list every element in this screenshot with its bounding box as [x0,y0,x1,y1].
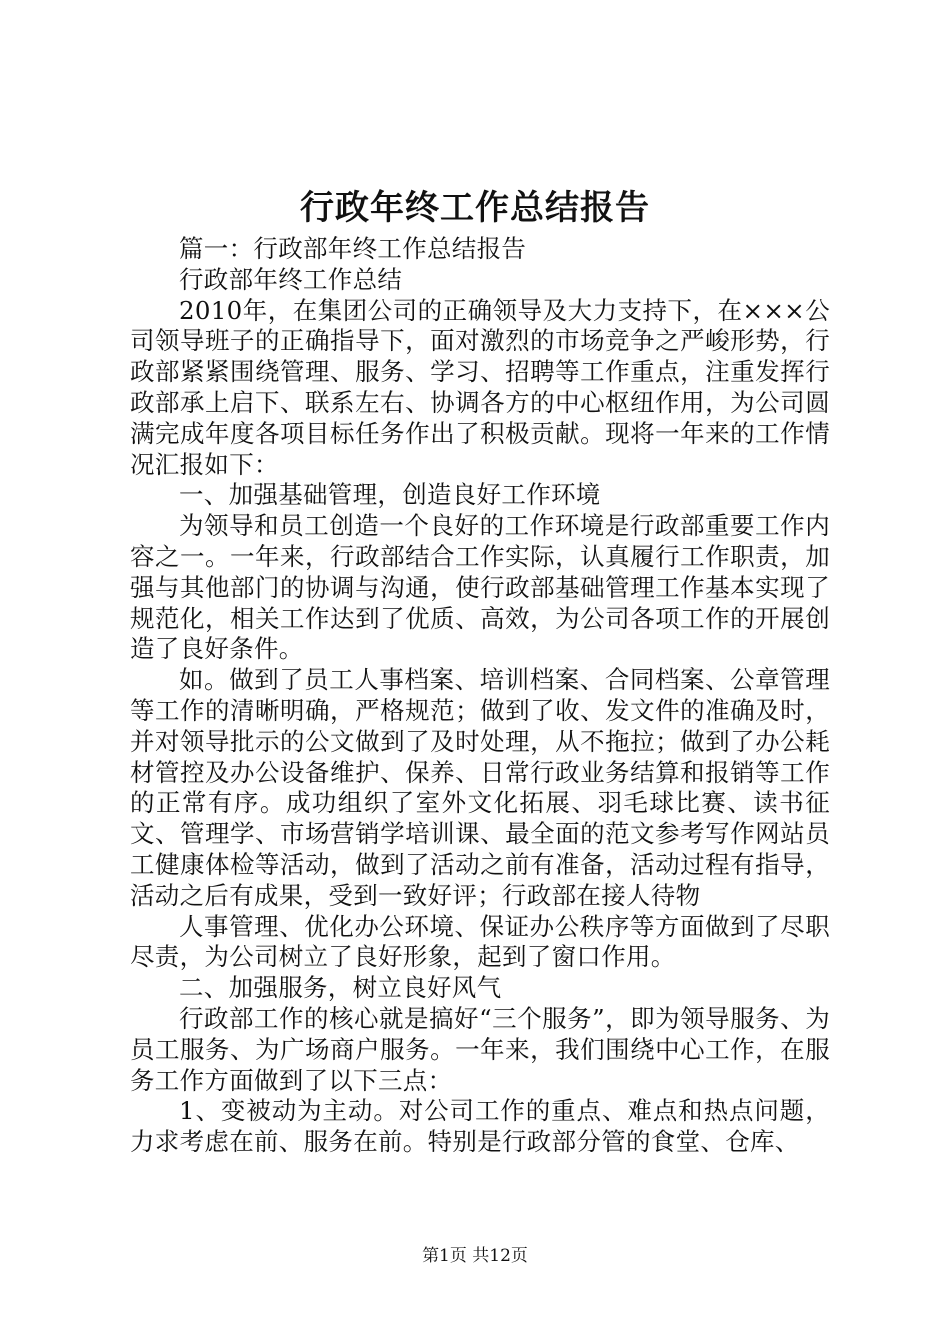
document-title: 行政年终工作总结报告 [300,188,650,228]
subsection-heading: 行政部年终工作总结 [179,264,403,294]
document-body [130,234,830,1158]
section-heading: 篇一：行政部年终工作总结报告 [179,234,527,263]
section-heading: 二、加强服务，树立良好风气 [179,973,502,1003]
paragraph: 1、变被动为主动。对公司工作的重点、难点和热点问题，力求考虑在前、服务在前。特别是行政部分管的食堂、仓库、 [130,1096,830,1157]
page-indicator: 第1页 共12页 [422,1246,528,1266]
section-heading: 一、加强基础管理，创造良好工作环境 [179,480,601,510]
paragraph: 2010年，在集团公司的正确领导及大力支持下，在×××公司领导班子的正确指导下，面对激烈的市场竞争之严峻形势，行政部紧紧围绕管理、服务、学习、招聘等工作重点，注重发挥行政部承上启下、联系左右、协调各方的中心枢纽作用，为公司圆满完成年度各项目标任务作出了积极贡献。现将一年来的工作情况汇报如下： [130,295,830,479]
paragraph: 为领导和员工创造一个良好的工作环境是行政部重要工作内容之一。一年来，行政部结合工作实际，认真履行工作职责，加强与其他部门的协调与沟通，使行政部基础管理工作基本实现了规范化，相关工作达到了优质、高效，为公司各项工作的开展创造了良好条件。 [130,511,830,664]
paragraph: 行政部工作的核心就是搞好“三个服务”，即为领导服务、为员工服务、为广场商户服务。一年来，我们围绕中心工作，在服务工作方面做到了以下三点： [130,1003,830,1095]
paragraph: 如。做到了员工人事档案、培训档案、合同档案、公章管理等工作的清晰明确，严格规范；做到了收、发文件的准确及时，并对领导批示的公文做到了及时处理，从不拖拉；做到了办公耗材管控及办公设备维护、保养、日常行政业务结算和报销等工作的正常有序。成功组织了室外文化拓展、羽毛球比赛、读书征文、管理学、市场营销学培训课、最全面的范文参考写作网站员工健康体检等活动，做到了活动之前有准备，活动过程有指导，活动之后有成果，受到一致好评；行政部在接人待物 [130,665,830,910]
paragraph: 人事管理、优化办公环境、保证办公秩序等方面做到了尽职尽责，为公司树立了良好形象，起到了窗口作用。 [130,911,830,972]
